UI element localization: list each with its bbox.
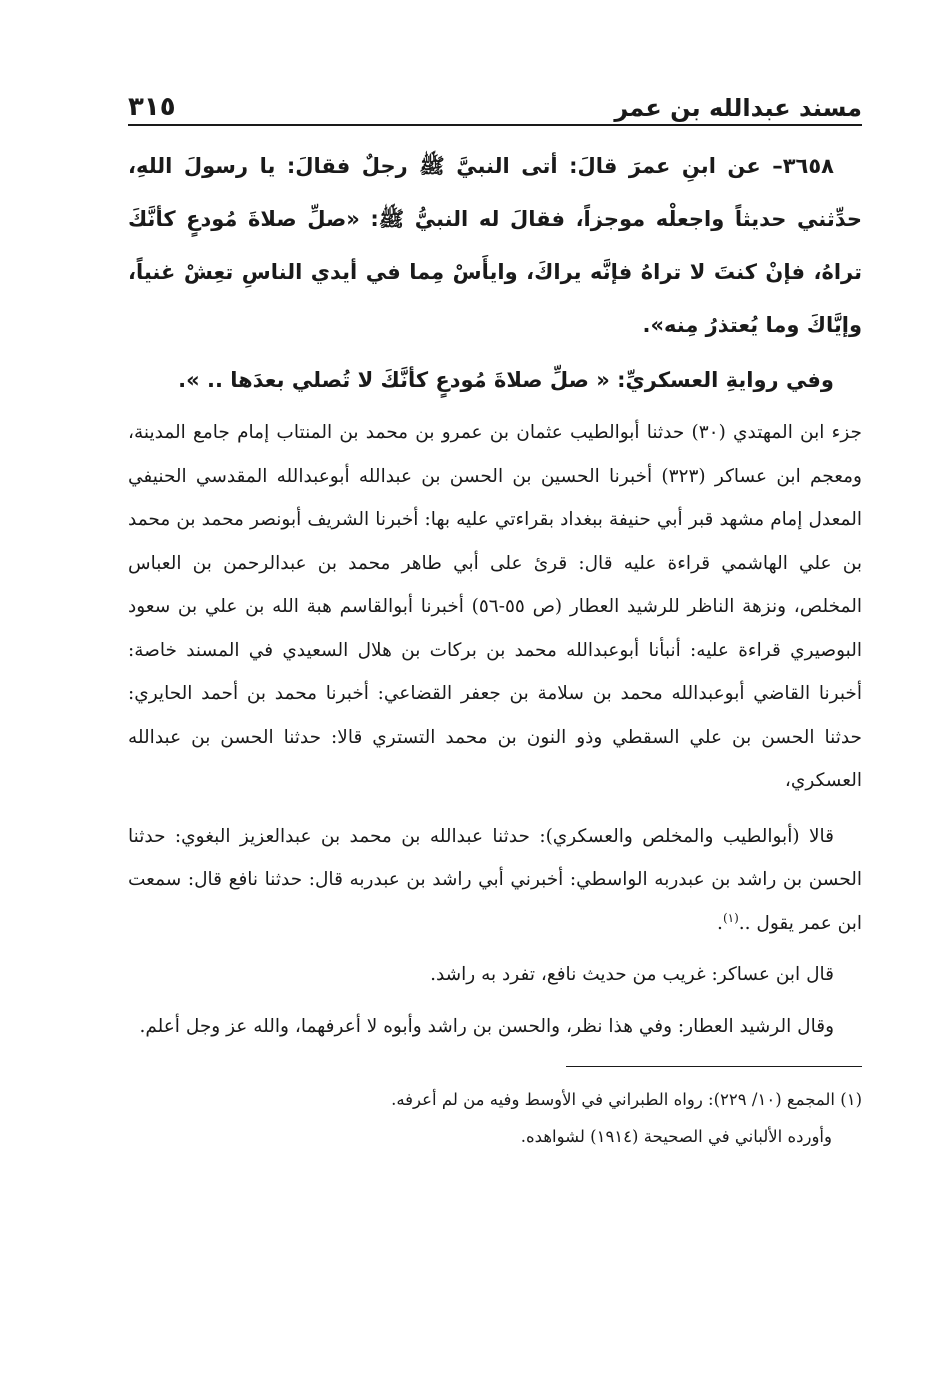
takhrij-section: [128, 411, 862, 1048]
hadith-main: ٣٦٥٨– عن ابنِ عمرَ قالَ: أتى النبيَّ ﷺ رجلٌ فقالَ: يا رسولَ اللهِ، حدِّثني حديثاً واجعلْه موجزاً، فقالَ له النبيُّ ﷺ: «صلِّ صلاةَ مُودعٍ كأنَّكَ تراهُ، فإنْ كنتَ لا تراهُ فإنَّه يراكَ، وايأَسْ مِما في أيدي الناسِ تعِشْ غنياً، وإيَّاكَ وما يُعتذرُ مِنه».: [128, 154, 862, 337]
hadith-variant: وفي روايةِ العسكريِّ: « صلِّ صلاةَ مُودعٍ كأنَّكَ لا تُصلي بعدَها .. ».: [178, 368, 834, 392]
page-header: [128, 88, 862, 126]
footnote-separator: [566, 1066, 862, 1067]
footnote-marker[interactable]: (١): [722, 910, 739, 925]
footnote-1: (١) المجمع (١٠/ ٢٢٩): رواه الطبراني في الأوسط وفيه من لم أعرفه.: [391, 1090, 862, 1109]
footnote-1-continued: وأورده الألباني في الصحيحة (١٩١٤) لشواهده.: [520, 1127, 832, 1146]
ibn-asakir-remark: قال ابن عساكر: غريب من حديث نافع، تفرد به راشد.: [430, 964, 834, 985]
footnotes: [128, 1081, 862, 1155]
page-number: ٣١٥: [128, 92, 176, 122]
isnad-paragraph-2: [128, 815, 862, 946]
rashid-attar-remark: وقال الرشيد العطار: وفي هذا نظر، والحسن بن راشد وأبوه لا أعرفهما، والله عز وجل أعلم.: [139, 1015, 834, 1037]
hadith-text: [128, 140, 862, 407]
isnad-paragraph-1: جزء ابن المهتدي (٣٠) حدثنا أبوالطيب عثمان بن عمرو بن محمد بن المنتاب إمام جامع المدينة، ومعجم ابن عساكر (٣٢٣) أخبرنا الحسين بن الحسن بن عبدالله أبوعبدالله المقدسي الحنيفي المعدل إمام مشهد قبر أبي حنيفة ببغداد بقراءتي عليه بها: أخبرنا الشريف أبونصر محمد بن محمد بن علي الهاشمي قراءة عليه قال: قرئ على أبي طاهر محمد بن عبدالرحمن بن العباس المخلص، ونزهة الناظر للرشيد العطار (ص ٥٥-٥٦) أخبرنا أبوالقاسم هبة الله بن علي بن سعود البوصيري قراءة عليه: أنبأنا أبوعبدالله محمد بن بركات بن هلال السعيدي في المسند خاصة: أخبرنا القاضي أبوعبدالله محمد بن سلامة بن جعفر القضاعي: أخبرنا محمد بن أحمد الحايري: حدثنا الحسن بن علي السقطي وذو النون بن محمد التستري قالا: حدثنا الحسن بن عبدالله العسكري،: [128, 422, 862, 791]
book-page: [128, 88, 862, 1155]
isnad-paragraph-2-text: قالا (أبوالطيب والمخلص والعسكري): حدثنا عبدالله بن محمد بن عبدالعزيز البغوي: حدثنا الحسن بن راشد بن عبدربه الواسطي: أخبرني أبي راشد بن عبدربه قال: حدثنا نافع قال: سمعت ابن عمر يقول ..: [128, 825, 862, 934]
isnad-paragraph-2-end: .: [717, 912, 723, 934]
running-title: مسند عبدالله بن عمر: [614, 94, 862, 122]
